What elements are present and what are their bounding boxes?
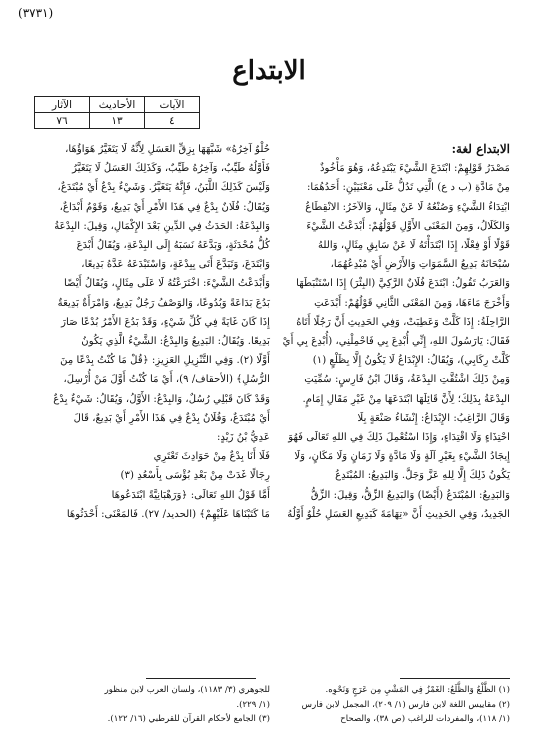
text-line: وَلَيْسَ كَذَلِكَ اللَّبَنُ، فَإِنَّهُ يَتَغَيَّرُ. وَشَيْءٌ بِدْعٌ أَيْ مُبْتَدَعٌ،	[57, 182, 270, 194]
text-line: وَقَدْ كَانَ قَبْلِي رُسُلٌ، وَالبِدْعُ: الأَوَّلُ، وَيُقَالُ: شَيْءٌ بِدْعٌ	[53, 393, 270, 405]
page-number: (٣٧٣١)	[18, 6, 54, 20]
stats-header-ayat: الآيات	[145, 97, 200, 113]
stats-header-row	[35, 97, 200, 113]
text-line: وَالبِدْعَةُ: الحَدَثُ فِي الدِّينِ بَعْدَ الإِكْمَالِ، وَقِيلَ: البِدْعَةُ	[54, 220, 270, 232]
text-line: قَوْلًا أَوْ فِعْلًا، إِذَا ابْتَدَأْتَهُ لَا عَنْ سَابِقِ مِثَالٍ، وَاللهُ	[317, 240, 510, 252]
section-heading: الابتداع لغة:	[451, 142, 510, 156]
text-line: البِدْعَةُ بِذَلِكَ؛ لِأَنَّ قَائِلَهَا ابْتَدَعَهَا مِنْ غَيْرِ مَقَالِ إِمَامٍ.	[302, 393, 510, 405]
text-line: الرُّسُلِ﴾ (الأحقاف/ ٩)، أَيْ مَا كُنْتُ أَوَّلَ مَنْ أُرْسِلَ،	[63, 374, 270, 386]
text-line: احْتِذَاءٍ وَلَا اقْتِدَاءٍ، وَإِذَا اسْتُعْمِلَ ذَلِكَ فِي اللهِ تَعَالَى فَهُوَ	[288, 432, 510, 444]
text-line: أَيْ مُبْتَدَعٌ، وَفُلَانٌ بِدْعٌ فِي هَذَا الأَمْرِ أَيْ بَدِيعٌ، قَالَ	[73, 412, 270, 424]
text-line: مَا كَتَبْنَاهَا عَلَيْهِمْ﴾ (الحديد/ ٢٧). فَالمَعْنَى: أَحْدَثُوهَا	[66, 508, 270, 520]
stats-table	[34, 96, 200, 129]
stats-header-athar: الآثار	[35, 97, 90, 113]
stats-value-ahadith: ١٣	[90, 113, 145, 129]
text-line: ابْتِدَاءُ الشَّيْءِ وَصُنْعُهُ لَا عَنْ مِثَالٍ، وَالآخَرُ: الانْقِطَاعُ	[305, 201, 510, 213]
text-line: وَيُقَالُ: فُلَانٌ بِدْعٌ فِي هَذَا الأَمْرِ أَيْ بَدِيعٌ، وَقَوْمٌ أَبْدَاعٌ،	[59, 201, 270, 213]
text-line: وَالكَلَالُ، وَمِنَ المَعْنَى الأَوَّلِ قَوْلُهُمْ: أَبْدَعْتُ الشَّيْءَ	[306, 220, 510, 232]
footnotes-right	[270, 683, 510, 727]
poem-line: رِجَالًا غَدَتْ مِنْ بَعْدِ بُؤْسَى بِأَسْعُدِ (٣)	[120, 470, 270, 482]
stats-value-row	[35, 113, 200, 129]
footnote-divider	[146, 678, 256, 679]
footnote: (١/ ١١٨)، والمفردات للراغب (ص ٣٨)، والصحاح	[340, 714, 510, 724]
footnote: للجوهري (٣/ ١١٨٣)، ولسان العرب لابن منظور	[104, 685, 270, 695]
right-column	[270, 140, 510, 524]
text-line: فَقَالَ: يَارَسُولَ اللهِ، إِنِّي أُبْدِعَ بِي فَاحْمِلْنِي، (أُبْدِعَ بِي أَيْ	[282, 336, 510, 348]
text-line: حُلْوٌ آخِرُهُ» شَبَّهَهَا بِزِقِّ العَسَلِ لِأَنَّهُ لَا يَتَغَيَّرُ هَوَاؤُهَا،	[65, 144, 270, 155]
text-line: أَمَّا قَوْلُ اللهِ تَعَالَى: ﴿وَرَهْبَانِيَّةً ابْتَدَعُوهَا	[111, 489, 270, 501]
text-line: وَالعَرَبُ تَقُولُ: ابْتَدَعَ فُلَانٌ الرَّكِيَّ (البِئْرَ) إِذَا اسْتَنْبَطَهَا	[296, 278, 510, 290]
text-line: فَأَوَّلُهُ طَيِّبٌ، وَآخِرُهُ طَيِّبٌ، وَكَذَلِكَ العَسَلُ لَا يَتَغَيَّرُ	[72, 163, 270, 175]
text-line: وَمِنْ ذَلِكَ اشْتُقَّتِ البِدْعَةُ، وَقَالَ ابْنُ فَارِسٍ: سُمِّيَتِ	[304, 374, 510, 386]
stats-header-ahadith: الأحاديث	[90, 97, 145, 113]
left-column	[30, 140, 270, 524]
text-line: مِنْ مَادَّةِ (ب د ع) الَّتِي تَدُلُّ عَلَى مَعْنَيَيْنِ: أَحَدُهُمَا:	[306, 182, 510, 194]
text-line: وَأَبْدَعْتُ الشَّيْءَ: اخْتَرَعْتُهُ لَا عَلَى مِثَالٍ، وَيُقَالُ أَيْضًا	[64, 278, 270, 290]
text-line: إِذَا كَانَ غَايَةً فِي كُلِّ شَيْءٍ، وَقَدْ بَدُعَ الأَمْرُ بُدْعًا صَارَ	[61, 316, 270, 328]
text-line: كُلُّ مُحْدَثَةٍ، وَبَدَّعَهُ نَسَبَهُ إِلَى البِدْعَةِ، وَيُقَالُ أَبْدَعَ	[76, 240, 270, 252]
text-line: عَدِيُّ بْنُ زَيْدٍ:	[216, 432, 270, 444]
text-line: إِيجَادُ الشَّيْءِ بِغَيْرِ آلَةٍ وَلَا مَادَّةٍ وَلَا زَمَانٍ وَلَا مَكَانٍ، وَلَا	[294, 451, 510, 463]
page-title: الابتداع	[232, 56, 306, 86]
footnote: (٣) الجامع لأحكام القرآن للقرطبي (١٦/ ١٢٢).	[107, 714, 270, 724]
text-line: وَالبَدِيعُ: المُبْتَدَعُ (أَيْضًا) وَالبَدِيعُ الزِّقُّ، وَقِيلَ: الزِّقُّ	[310, 489, 510, 501]
footnote: (٢) مقاييس اللغة لابن فارس (١/ ٢٠٩)، المجمل لابن فارس	[301, 699, 510, 710]
stats-value-ayat: ٤	[145, 113, 200, 129]
text-line: يَكُونُ ذَلِكَ إِلَّا لِلهِ عَزَّ وَجَلَّ. وَالبَدِيعُ: المُبْتَدِعُ	[335, 470, 510, 482]
text-line: وَابْتَدَعَ، وَتَبَدَّعَ أَتَى بِبِدْعَةٍ، وَاسْتَبْدَعَهُ عَدَّهُ بَدِيعًا،	[81, 259, 270, 271]
text-line: سُبْحَانَهُ بَدِيعُ السَّمَوَاتِ وَالأَرْضِ أَيْ مُبْدِعُهُمَا،	[330, 259, 510, 271]
text-line: بَدِيعًا. وَيُقَالُ: البَدِيعُ وَالبِدْعُ: الشَّيْءُ الَّذِي يَكُونُ	[81, 336, 270, 348]
footnote: (١) الظَّلْعُ وَالظَّلَعُ: الغَمْزُ فِي المَشْيِ مِن عَرَجٍ وَنَحْوِه.	[325, 685, 510, 695]
text-line: أَوَّلًا (٢). وَفِي التَّنْزِيلِ العَزِيزِ: ﴿قُلْ مَا كُنْتُ بِدْعًا مِنَ	[60, 355, 270, 367]
text-line: كَلَّتْ رِكَابِي)، وَيُقَالُ: الإِبْدَاعُ لَا يَكُونُ إِلَّا بِظَلْعٍ (١)	[312, 355, 510, 367]
poem-line: فَلَا أَنَا بِدْعٌ مِنْ حَوَادِثَ تَعْتَرِي	[153, 451, 270, 463]
text-line: وَأَخْرَجَ مَاءَهَا، وَمِنَ المَعْنَى الثَّانِي قَوْلُهُمْ: أَبْدَعَتِ	[314, 297, 510, 309]
stats-value-athar: ٧٦	[35, 113, 90, 129]
text-line: بَدُعَ بَدَاعَةً وَبُدُوعًا، وَالوَصْفُ رَجُلٌ بَدِيعٌ، وَامْرَأَةٌ بَدِيعَةٌ	[57, 297, 270, 309]
text-line: مَصْدَرُ قَوْلِهِمْ: ابْتَدَعَ الشَّيْءَ يَبْتَدِعُهُ، وَهُوَ مَأْخُوذٌ	[320, 163, 510, 175]
text-line: الرَّاحِلَةُ: إِذَا كَلَّتْ وَعَطِبَتْ، وَفِي الحَدِيثِ أَنَّ رَجُلًا أَتَاهُ	[296, 316, 510, 328]
footnote-divider	[400, 678, 510, 679]
footnotes-left	[30, 683, 270, 727]
text-line: وَقَالَ الرَّاغِبُ: الإِبْدَاعُ: إِنْشَاءُ صَنْعَةٍ بِلَا	[357, 412, 510, 424]
text-line: الجَدِيدُ، وَفِي الحَدِيثِ أَنَّ «تِهَامَةَ كَبَدِيعِ العَسَلِ حُلْوٌ أَوَّلُهُ	[287, 508, 510, 520]
footnote: (١/ ٢٢٩).	[236, 699, 270, 710]
